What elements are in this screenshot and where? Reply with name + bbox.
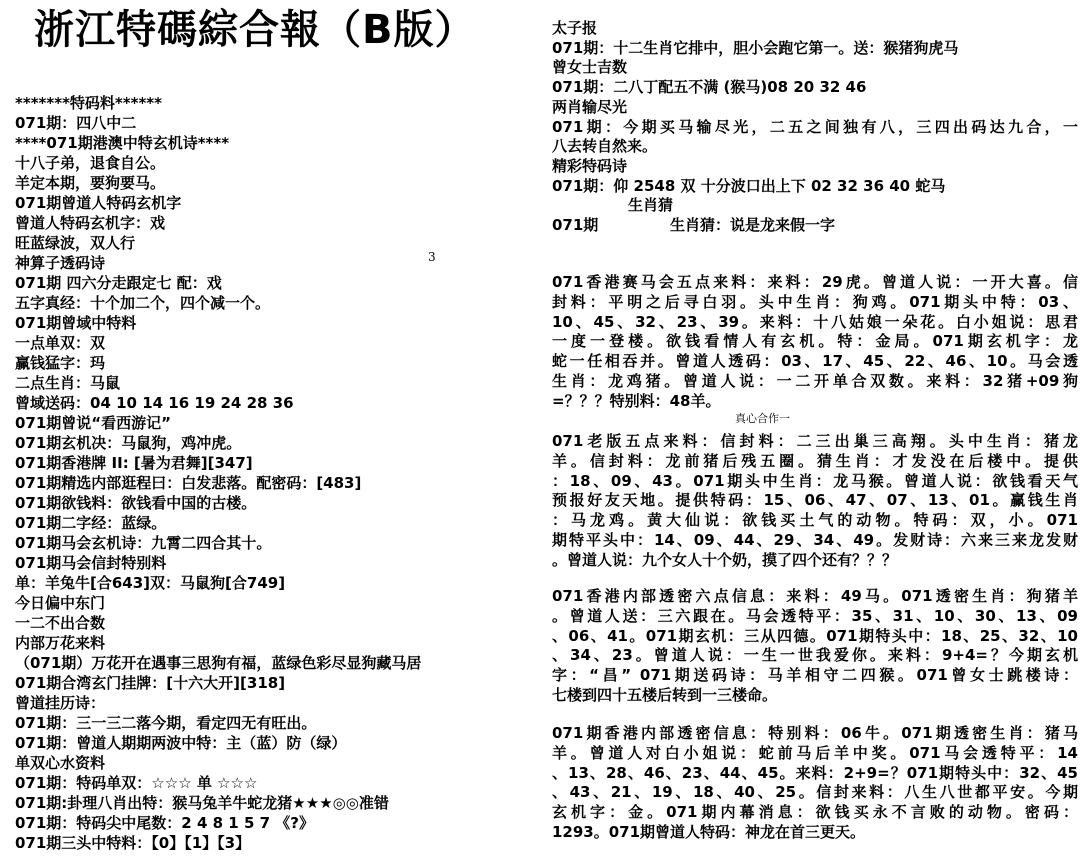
top-line: 太子报 bbox=[552, 19, 598, 37]
paragraph-line: 、34、23。曾道人说：一生一世我爱你。来料：9+4=？今期玄机 bbox=[552, 646, 1078, 665]
paragraph-line: 玄机字：金。071期内幕消息：欲钱买永不言败的动物。密码： bbox=[552, 803, 1078, 822]
paragraph-line: 期特平头中：14、09、44、29、34、49。发财诗：六来三来龙发财 bbox=[552, 531, 1078, 549]
paragraph-line: 071香港赛马会五点来料：来料：29虎。曾道人说：一开大喜。信 bbox=[552, 273, 1078, 291]
paragraph-line: 字：“昌” 071期送码诗：马羊相守二四猴。071曾女士跳楼诗： bbox=[552, 666, 1078, 685]
left-line: 071期欲钱料：欲钱看中国的古楼。 bbox=[15, 494, 257, 512]
top-line: 两肖输尽光 bbox=[552, 97, 628, 116]
paragraph-line: 071老版五点来料：信封料：二三出巢三高翔。头中生肖：猪龙 bbox=[552, 432, 1078, 450]
left-line: 赢钱猛字：玛 bbox=[15, 354, 106, 372]
paragraph-line: 七楼到四十五楼后转到一三楼命。 bbox=[552, 686, 778, 704]
top-line: 071期：今期买马输尽光，二五之间独有八，三四出码达九合，一 bbox=[552, 117, 1078, 136]
left-line: 五字真经：十个加二个，四个减一个。 bbox=[15, 294, 271, 312]
left-line: 071期曾说“看西游记” bbox=[15, 414, 172, 432]
left-line: 内部万花来料 bbox=[15, 634, 106, 652]
left-line: ****071期港澳中特玄机诗**** bbox=[15, 134, 230, 152]
left-line: 071期曾道人特码玄机字 bbox=[15, 194, 182, 212]
left-line: 曾道挂历诗： bbox=[15, 694, 106, 712]
left-line: 曾道人特码玄机字：戏 bbox=[15, 214, 166, 232]
left-line: 071期：四八中二 bbox=[15, 114, 137, 132]
left-line: 曾域送码：04 10 14 16 19 24 28 36 bbox=[15, 394, 294, 412]
page-title: 浙江特碼綜合報（B版） bbox=[34, 7, 476, 53]
left-line: 二点生肖：马鼠 bbox=[15, 374, 121, 392]
left-line: 071期二字经：蓝绿。 bbox=[15, 514, 167, 532]
paragraph-line: 蛇一任相吞并。曾道人透码：03、17、45、22、46、10。马会透 bbox=[552, 352, 1078, 371]
left-line: 071期马会信封特别料 bbox=[15, 554, 167, 572]
top-line: 八去转自然来。 bbox=[552, 137, 658, 156]
paragraph-line: =？？？特别料：48羊。 bbox=[552, 391, 721, 410]
riddle-issue: 071期 bbox=[552, 216, 599, 234]
paragraph-line: 、43、21、19、18、40、25。信封来料：八生八世都平安。今期 bbox=[552, 783, 1078, 802]
left-line: 今日偏中东门 bbox=[15, 594, 106, 612]
left-line: 单双心水资料 bbox=[15, 754, 106, 772]
left-line: 一二不出合数 bbox=[15, 614, 106, 632]
left-line: 071期曾域中特料 bbox=[15, 314, 137, 332]
left-line: 071期玄机决：马鼠狗，鸡冲虎。 bbox=[15, 434, 242, 452]
sub-heading: 生肖猜 bbox=[628, 196, 674, 215]
paragraph-line: 10、45、32、23、39。来料：十八姑娘一朵花。白小姐说：思君 bbox=[552, 312, 1078, 331]
left-line: 071期三头中特料：【0】【1】【3】 bbox=[15, 834, 251, 852]
paragraph-line: 预报好友天地。提供特码：15、06、47、07、13、01。赢钱生肖 bbox=[552, 491, 1078, 510]
riddle-text: 生肖猜：说是龙来假一字 bbox=[670, 216, 836, 234]
top-line: 曾女士吉数 bbox=[552, 58, 628, 77]
left-line: 071期:卦理八肖出特：猴马兔羊牛蛇龙猪★★★◎◎准错 bbox=[15, 794, 389, 812]
paragraph-line: 一度一登楼。欲钱看情人有玄机。特：金局。071期玄机字：龙 bbox=[552, 332, 1078, 351]
paragraph-line: ：马龙鸡。黄大仙说：欲钱买土气的动物。特码：双，小。071 bbox=[552, 511, 1078, 530]
center-note: 真心合作一 bbox=[735, 412, 790, 425]
paragraph-line: 、13、28、46、23、44、45。来料：2+9=？071期特头中：32、45 bbox=[552, 763, 1078, 782]
paragraph-line: 羊。曾道人对白小姐说：蛇前马后羊中奖。071马会透特平：14 bbox=[552, 743, 1078, 762]
paragraph-line: ：18、09、43。071期头中生肖：龙马猴。曾道人说：欲钱看天气 bbox=[552, 471, 1078, 490]
left-line: 071期香港牌 II: [暑为君舞][347] bbox=[15, 454, 253, 472]
left-line: 071期马会玄机诗：九霄二四合其十。 bbox=[15, 534, 272, 552]
top-line: 071期：二八丁配五不满 (猴马)08 20 32 46 bbox=[552, 78, 867, 97]
paragraph-line: 071期香港内部透密信息：特别料：06牛。071期透密生肖：猪马 bbox=[552, 724, 1078, 742]
left-line: 神算子透码诗 bbox=[15, 254, 106, 272]
left-line: 071期合湾玄门挂牌：[十六大开][318] bbox=[15, 674, 286, 692]
left-line: 071期精选内部逛程曰：白发悲落。配密码：[483] bbox=[15, 474, 362, 492]
left-line: 一点单双：双 bbox=[15, 334, 106, 352]
top-line: 071期：十二生肖它排中，胆小会跑它第一。送：猴猪狗虎马 bbox=[552, 38, 959, 57]
paragraph-line: 生肖：龙鸡猪。曾道人说：一二开单合双数。来料：32猪+09狗 bbox=[552, 372, 1078, 390]
left-line: 十八子弟，退食自公。 bbox=[15, 154, 166, 172]
paragraph-line: 。曾道人说：九个女人十个奶，摸了四个还有？？？ bbox=[552, 550, 898, 569]
left-line: 071期：三一三二落今期，看定四无有旺出。 bbox=[15, 714, 317, 732]
left-line: 071期：特码单双：☆☆☆ 单 ☆☆☆ bbox=[15, 774, 258, 792]
left-line: 071期：曾道人期期两波中特：主（蓝）防（绿） bbox=[15, 734, 347, 752]
paragraph-line: 、06、41。071期玄机：三从四德。071期特头中：18、25、32、10 bbox=[552, 626, 1078, 645]
right-column bbox=[540, 0, 1080, 864]
top-line: 精彩特码诗 bbox=[552, 156, 628, 175]
paragraph-line: 羊。信封料：龙前猪后残五圈。猜生肖：才发没在后楼中。提供 bbox=[552, 451, 1078, 470]
paragraph-line: 1293。071期曾道人特码：神龙在首三更天。 bbox=[552, 823, 866, 841]
left-line: 单：羊兔牛[合643]双：马鼠狗[合749] bbox=[15, 574, 286, 592]
paragraph-line: 071香港内部透密六点信息：来料：49马。071透密生肖：狗猪羊 bbox=[552, 587, 1078, 605]
paragraph-line: 。曾道人送：三六跟在。马会透特平：35、31、10、30、13、09 bbox=[552, 606, 1078, 625]
page-mark: 3 bbox=[428, 250, 436, 264]
left-line: *******特码料****** bbox=[15, 94, 162, 112]
top-line: 071期：仰 2548 双 十分波口出上下 02 32 36 40 蛇马 bbox=[552, 176, 946, 195]
left-line: 071期 四六分走跟定七 配：戏 bbox=[15, 274, 222, 292]
left-line: 羊定本期，要狗要马。 bbox=[15, 174, 166, 192]
left-line: （071期）万花开在遇事三思狗有福，蓝绿色彩尽显狗藏马居 bbox=[15, 654, 422, 672]
left-line: 旺蓝绿波，双人行 bbox=[15, 234, 136, 252]
left-line: 071期：特码尖中尾数：2 4 8 1 5 7 《?》 bbox=[15, 814, 314, 832]
paragraph-line: 封料：平明之后寻白羽。头中生肖：狗鸡。071期头中特：03、 bbox=[552, 292, 1078, 311]
